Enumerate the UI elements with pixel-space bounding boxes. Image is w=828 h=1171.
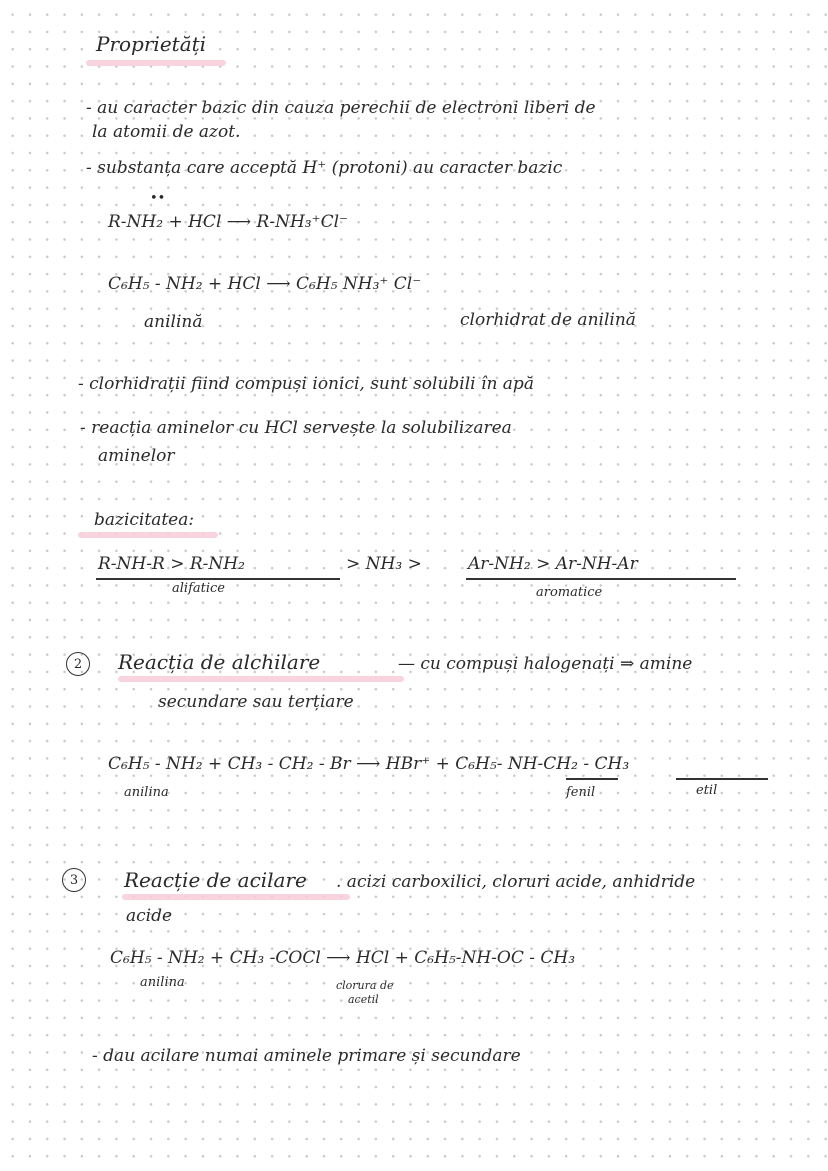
bullet-basic-character: - au caracter bazic din cauza perechii de electroni liberi de [86, 98, 596, 118]
bullet-proton-acceptor: - substanța care acceptă H⁺ (protoni) au caracter bazic [86, 158, 563, 178]
basicity-heading: bazicitatea: [94, 510, 195, 530]
section-number-2: 2 [66, 652, 90, 676]
equation-aniline-hcl: C₆H₅ - NH₂ + HCl ⟶ C₆H₅ NH₃⁺ Cl⁻ [108, 274, 422, 294]
section-number-3: 3 [62, 868, 86, 892]
acylation-description-cont: acide [126, 906, 173, 926]
label-aniline-hydrochloride: clorhidrat de anilină [460, 310, 636, 330]
page-title: Proprietăți [96, 32, 207, 56]
equation-amine-hcl: R-NH₂ + HCl ⟶ R-NH₃⁺Cl⁻ [108, 212, 349, 232]
ethyl-underline [676, 778, 768, 780]
acylation-equation: C₆H₅ - NH₂ + CH₃ -COCl ⟶ HCl + C₆H₅-NH-OC - CH₃ [110, 948, 576, 968]
label-aniline-acylation: anilina [140, 975, 185, 990]
label-ethyl: etil [696, 783, 718, 798]
aliphatic-underline [96, 578, 340, 580]
basicity-aromatic: Ar-NH₂ > Ar-NH-Ar [468, 554, 638, 574]
alkylation-description-cont: secundare sau terțiare [158, 692, 354, 712]
acylation-description: . acizi carboxilici, cloruri acide, anhidride [336, 872, 696, 892]
alkylation-equation: C₆H₅ - NH₂ + CH₃ - CH₂ - Br ⟶ HBr⁺ + C₆H₅- NH-CH₂ - CH₃ [108, 754, 630, 774]
alkylation-heading: Reacția de alchilare [118, 650, 321, 674]
basicity-highlight [78, 532, 218, 538]
alkylation-description: — cu compuși halogenați ⇒ amine [398, 654, 693, 674]
acylation-highlight [122, 894, 350, 900]
label-aniline: anilină [144, 312, 203, 332]
aromatic-underline [466, 578, 736, 580]
title-highlight [86, 60, 226, 66]
label-aromatic: aromatice [536, 585, 603, 600]
label-phenyl: fenil [566, 785, 596, 800]
label-chloride: clorura de [336, 979, 394, 992]
final-note: - dau acilare numai aminele primare și secundare [92, 1046, 521, 1066]
alkylation-highlight [118, 676, 404, 682]
note-solubilization: - reacția aminelor cu HCl servește la solubilizarea [80, 418, 512, 438]
acylation-heading: Reacție de acilare [124, 868, 307, 892]
label-acetyl: acetil [348, 993, 379, 1006]
note-solubilization-cont: aminelor [98, 446, 175, 466]
label-aliphatic: alifatice [172, 581, 225, 596]
label-aniline-alkylation: anilina [124, 785, 169, 800]
phenyl-underline [566, 778, 618, 780]
basicity-ammonia: > NH₃ > [346, 554, 422, 574]
lone-pair-dots: •• [150, 191, 166, 206]
bullet-basic-character-cont: la atomii de azot. [92, 122, 241, 142]
basicity-aliphatic: R-NH-R > R-NH₂ [98, 554, 245, 574]
note-ionic-soluble: - clorhidrații fiind compuși ionici, sunt solubili în apă [78, 374, 534, 394]
